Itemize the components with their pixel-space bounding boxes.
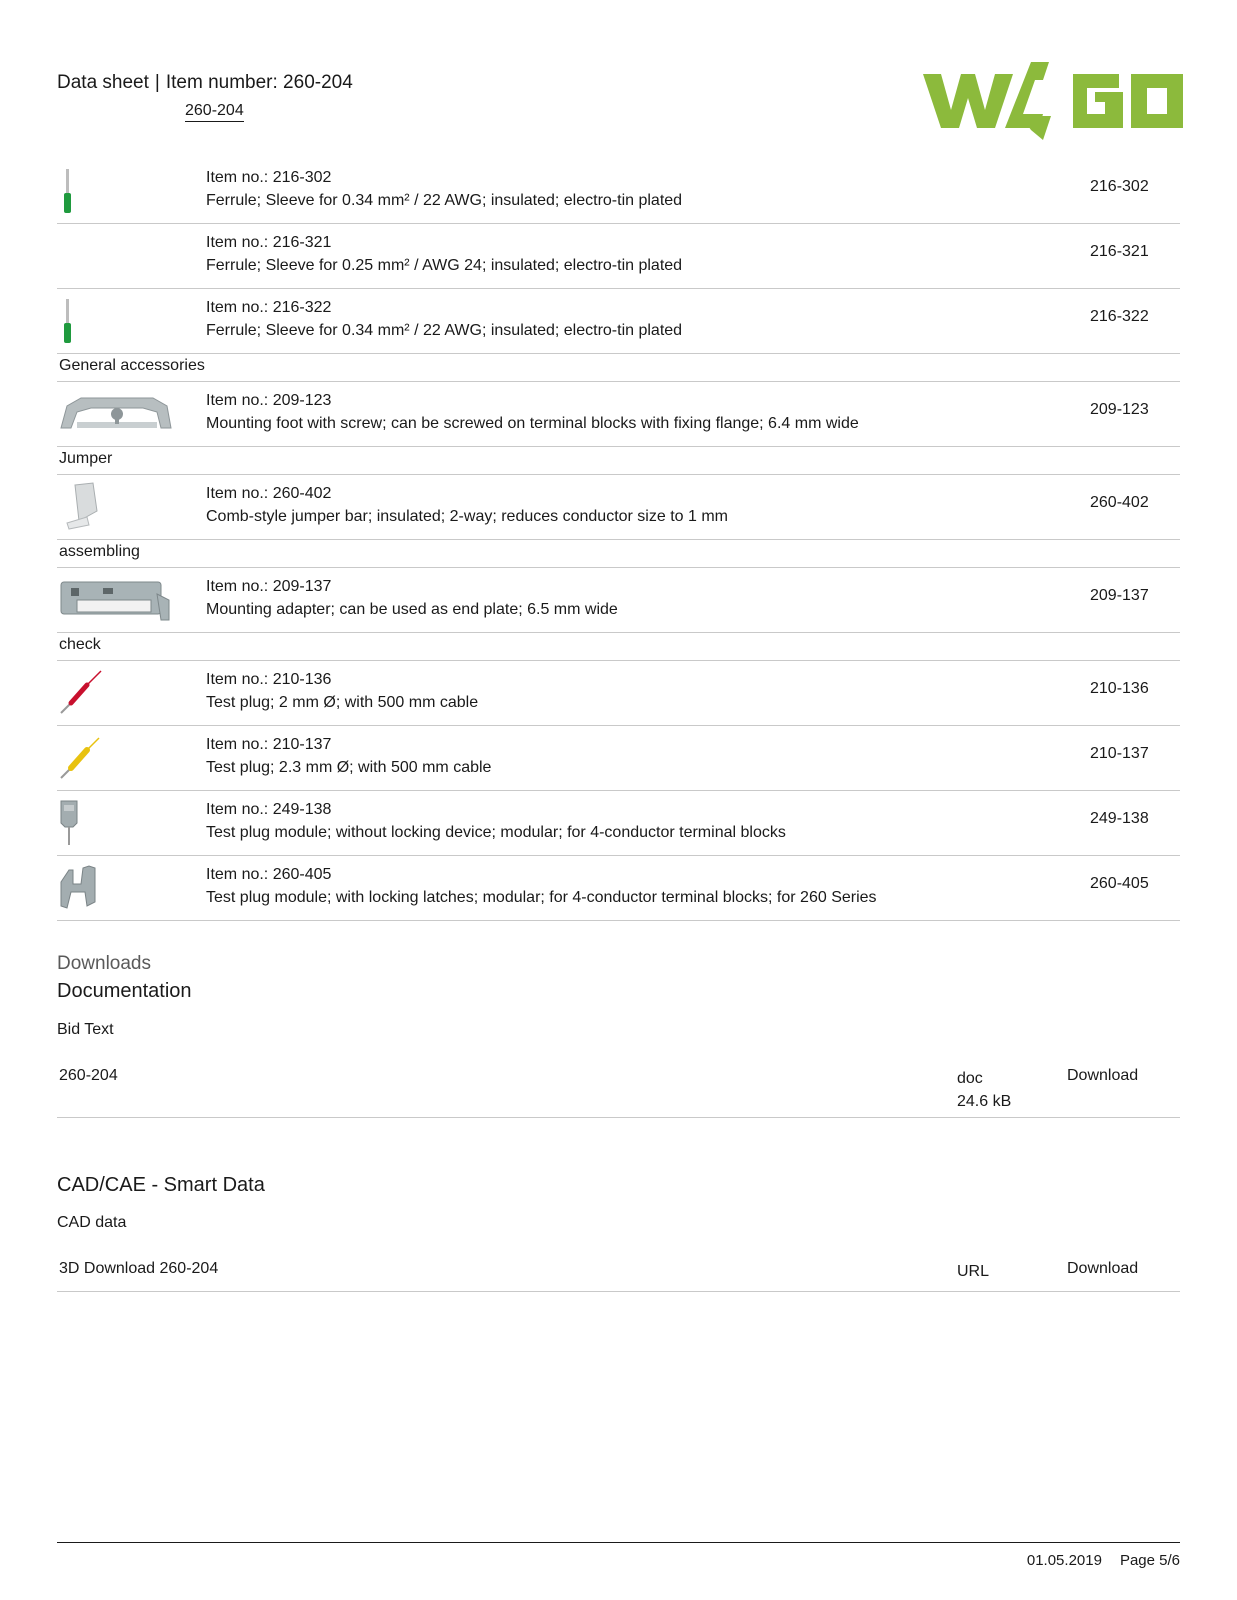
item-number: Item no.: 249-138 — [206, 801, 332, 818]
item-code: 260-402 — [1090, 494, 1149, 511]
item-number: Item no.: 216-322 — [206, 299, 332, 316]
latched-test-plug-module-image — [57, 862, 175, 914]
category-header-general — [57, 354, 1180, 382]
wago-logo — [923, 58, 1183, 144]
item-number: Item no.: 209-137 — [206, 578, 332, 595]
item-number-link[interactable]: 260-204 — [185, 101, 244, 122]
accessory-row — [57, 382, 1180, 447]
category-header-check — [57, 633, 1180, 661]
title-text: Data sheet — [57, 72, 149, 93]
accessory-list — [57, 159, 1180, 921]
category-label: check — [59, 636, 101, 653]
file-type — [957, 1067, 1011, 1113]
accessory-row — [57, 159, 1180, 224]
item-description: Mounting adapter; can be used as end plate; 6.5 mm wide — [206, 601, 618, 618]
documentation-heading: Documentation — [57, 980, 192, 1002]
item-number: Item no.: 210-136 — [206, 671, 332, 688]
accessory-row — [57, 224, 1180, 289]
accessory-row — [57, 568, 1180, 633]
item-code: 210-137 — [1090, 745, 1149, 762]
cad-download-link[interactable]: Download — [1067, 1260, 1139, 1277]
datasheet-page — [57, 0, 1180, 1600]
item-number: Item no.: 209-123 — [206, 392, 332, 409]
category-header-assembling — [57, 540, 1180, 568]
item-code: 209-137 — [1090, 587, 1149, 604]
file-format: doc — [957, 1070, 983, 1087]
item-number: Item no.: 216-321 — [206, 234, 332, 251]
green-ferrule-image — [57, 295, 175, 347]
red-test-plug-image — [57, 667, 175, 719]
item-number: Item no.: 210-137 — [206, 736, 332, 753]
item-description: Ferrule; Sleeve for 0.34 mm² / 22 AWG; insulated; electro-tin plated — [206, 192, 683, 209]
category-label: Jumper — [59, 450, 113, 467]
mounting-foot-image — [57, 388, 175, 440]
bid-text-download-row — [57, 1067, 1180, 1118]
item-description: Test plug module; without locking device; modular; for 4-conductor terminal blocks — [206, 824, 786, 841]
cad-cae-heading: CAD/CAE - Smart Data — [57, 1174, 265, 1196]
item-code: 216-302 — [1090, 178, 1149, 195]
item-code: 209-123 — [1090, 401, 1149, 418]
item-code: 249-138 — [1090, 810, 1149, 827]
accessory-row — [57, 856, 1180, 921]
yellow-test-plug-image — [57, 732, 175, 784]
item-description: Test plug; 2 mm Ø; with 500 mm cable — [206, 694, 479, 711]
cad-download-row — [57, 1260, 1180, 1292]
downloads-heading: Downloads — [57, 953, 151, 974]
accessory-row — [57, 726, 1180, 791]
item-description: Test plug module; with locking latches; modular; for 4-conductor terminal blocks; for 260 Series — [206, 889, 877, 906]
mounting-adapter-image — [57, 574, 175, 626]
jumper-bar-image — [57, 481, 175, 533]
item-description: Mounting foot with screw; can be screwed on terminal blocks with fixing flange; 6.4 mm wide — [206, 415, 859, 432]
green-ferrule-image — [57, 165, 175, 217]
item-description: Ferrule; Sleeve for 0.34 mm² / 22 AWG; insulated; electro-tin plated — [206, 322, 683, 339]
item-code: 210-136 — [1090, 680, 1149, 697]
item-description: Comb-style jumper bar; insulated; 2-way; reduces conductor size to 1 mm — [206, 508, 728, 525]
accessory-row — [57, 475, 1180, 540]
item-description: Ferrule; Sleeve for 0.25 mm² / AWG 24; insulated; electro-tin plated — [206, 257, 683, 274]
item-description: Test plug; 2.3 mm Ø; with 500 mm cable — [206, 759, 492, 776]
item-code: 216-321 — [1090, 243, 1149, 260]
item-code: 260-405 — [1090, 875, 1149, 892]
title-separator: | — [154, 72, 160, 93]
category-label: assembling — [59, 543, 140, 560]
footer-divider — [57, 1542, 1180, 1543]
item-code: 216-322 — [1090, 308, 1149, 325]
file-name: 3D Download 260-204 — [59, 1260, 219, 1277]
cad-data-heading: CAD data — [57, 1214, 127, 1231]
test-plug-module-image — [57, 797, 175, 849]
item-number: Item no.: 260-402 — [206, 485, 332, 502]
bid-text-download-link[interactable]: Download — [1067, 1067, 1139, 1084]
bid-text-heading: Bid Text — [57, 1021, 114, 1038]
accessory-row — [57, 661, 1180, 726]
item-number: Item no.: 216-302 — [206, 169, 332, 186]
category-label: General accessories — [59, 357, 205, 374]
item-number-label: Item number: 260-204 — [165, 72, 353, 93]
footer-date: 01.05.2019 — [1026, 1552, 1102, 1569]
category-header-jumper — [57, 447, 1180, 475]
accessory-row — [57, 791, 1180, 856]
page-number: Page 5/6 — [1119, 1552, 1180, 1569]
page-footer — [1027, 1552, 1180, 1569]
page-title — [57, 72, 353, 94]
file-name: 260-204 — [59, 1067, 118, 1084]
item-number: Item no.: 260-405 — [206, 866, 332, 883]
accessory-row — [57, 289, 1180, 354]
file-format: URL — [957, 1263, 990, 1280]
file-size: 24.6 kB — [957, 1093, 1012, 1110]
